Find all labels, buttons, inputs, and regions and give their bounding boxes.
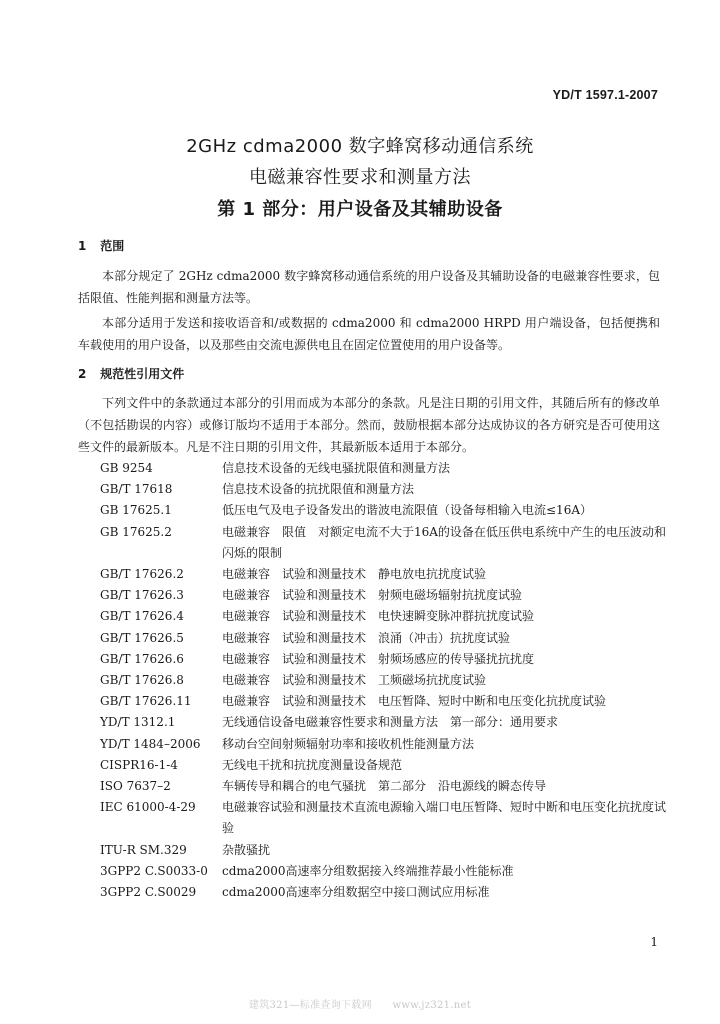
- reference-code: ISO 7637–2: [100, 779, 171, 794]
- reference-item: [100, 522, 670, 564]
- reference-code: ITU-R SM.329: [100, 842, 187, 857]
- reference-item: [100, 458, 670, 479]
- reference-item: [100, 882, 670, 903]
- reference-item: [100, 691, 670, 712]
- reference-title: 电磁兼容 试验和测量技术 射频场感应的传导骚扰抗扰度: [222, 651, 535, 666]
- reference-item: [100, 734, 670, 755]
- reference-item: [100, 776, 670, 797]
- reference-title: 电磁兼容 试验和测量技术 电压暂降、短时中断和电压变化抗扰度试验: [222, 694, 607, 709]
- footer-watermark: 建筑321—标准查询下载网 www.jz321.net: [248, 1000, 472, 1011]
- reference-code: YD/T 1312.1: [100, 715, 176, 730]
- reference-code: CISPR16-1-4: [100, 757, 178, 772]
- section-1-heading: [78, 237, 124, 254]
- reference-code: 3GPP2 C.S0029: [100, 885, 197, 900]
- reference-code: GB/T 17626.2: [100, 567, 184, 582]
- reference-item: [100, 797, 670, 839]
- reference-item: [100, 670, 670, 691]
- reference-item: [100, 500, 670, 521]
- section-2-paragraph-1: 下列文件中的条款通过本部分的引用而成为本部分的条款。凡是注日期的引用文件，其随后所有的修改单（不包括勘误的内容）或修订版均不适用于本部分。然而，鼓励根据本部分达成协议的各方研究是否可使用这些文件的最新版本。凡是不注日期的引用文件，其最新版本适用于本部分。: [78, 396, 660, 454]
- reference-code: GB/T 17626.11: [100, 694, 192, 709]
- reference-title: 移动台空间射频辐射功率和接收机性能测量方法: [222, 736, 475, 751]
- reference-item: [100, 564, 670, 585]
- reference-title: 电磁兼容 试验和测量技术 静电放电抗扰度试验: [222, 567, 487, 582]
- reference-code: GB 17625.2: [100, 524, 172, 539]
- reference-title: 电磁兼容试验和测量技术直流电源输入端口电压暂降、短时中断和电压变化抗扰度试验: [222, 800, 667, 836]
- reference-code: GB/T 17626.8: [100, 673, 184, 688]
- reference-code: GB/T 17626.3: [100, 588, 184, 603]
- reference-code: GB/T 17626.4: [100, 609, 184, 624]
- reference-title: 杂散骚扰: [222, 842, 271, 857]
- section-1-paragraph-1: 本部分规定了 2GHz cdma2000 数字蜂窝移动通信系统的用户设备及其辅助设备的电磁兼容性要求，包括限值、性能判据和测量方法等。: [78, 269, 660, 305]
- reference-title: 电磁兼容 试验和测量技术 工频磁场抗扰度试验: [222, 673, 487, 688]
- reference-item: [100, 606, 670, 627]
- title-line-1: 2GHz cdma2000 数字蜂窝移动通信系统: [186, 136, 534, 157]
- reference-title: 低压电气及电子设备发出的谐波电流限值（设备每相输入电流≤16A）: [222, 503, 592, 518]
- reference-item: [100, 479, 670, 500]
- reference-title: cdma2000高速率分组数据空中接口测试应用标准: [222, 885, 490, 900]
- reference-code: GB/T 17618: [100, 482, 173, 497]
- reference-item: [100, 840, 670, 861]
- reference-code: IEC 61000-4-29: [100, 800, 196, 815]
- reference-code: GB/T 17626.5: [100, 630, 184, 645]
- section-1-number: 1: [78, 239, 87, 253]
- reference-title: cdma2000高速率分组数据接入终端推荐最小性能标准: [222, 863, 514, 878]
- reference-code: GB 9254: [100, 461, 153, 475]
- reference-item: [100, 649, 670, 670]
- reference-item: [100, 585, 670, 606]
- reference-list: [100, 458, 670, 903]
- reference-code: YD/T 1484–2006: [100, 736, 201, 751]
- reference-code: GB 17625.1: [100, 503, 172, 518]
- reference-title: 无线通信设备电磁兼容性要求和测量方法 第一部分：通用要求: [222, 715, 559, 730]
- reference-title: 信息技术设备的无线电骚扰限值和测量方法: [222, 461, 451, 475]
- page-number: 1: [650, 935, 658, 949]
- reference-item: [100, 628, 670, 649]
- title-line-2: 电磁兼容性要求和测量方法: [249, 167, 471, 188]
- reference-item: [100, 755, 670, 776]
- reference-title: 电磁兼容 试验和测量技术 射频电磁场辐射抗扰度试验: [222, 588, 523, 603]
- section-2-number: 2: [78, 367, 87, 381]
- standard-code: YD/T 1597.1-2007: [552, 88, 658, 102]
- section-2-heading: [78, 365, 184, 382]
- reference-code: GB/T 17626.6: [100, 651, 184, 666]
- reference-title: 电磁兼容 限值 对额定电流不大于16A的设备在低压供电系统中产生的电压波动和闪烁的限制: [222, 524, 666, 560]
- reference-item: [100, 712, 670, 733]
- reference-code: 3GPP2 C.S0033-0: [100, 863, 208, 878]
- reference-title: 信息技术设备的抗扰限值和测量方法: [222, 482, 415, 497]
- section-1-paragraph-2: 本部分适用于发送和接收语音和/或数据的 cdma2000 和 cdma2000 HRPD 用户端设备，包括便携和车载使用的用户设备，以及那些由交流电源供电且在固定位置使用的用户设备等。: [78, 316, 660, 352]
- reference-title: 无线电干扰和抗扰度测量设备规范: [222, 757, 403, 772]
- reference-item: [100, 861, 670, 882]
- reference-title: 电磁兼容 试验和测量技术 电快速瞬变脉冲群抗扰度试验: [222, 609, 535, 624]
- section-1-title: 范围: [100, 239, 125, 253]
- title-line-3: 第 1 部分：用户设备及其辅助设备: [217, 199, 503, 220]
- reference-title: 电磁兼容 试验和测量技术 浪涌（冲击）抗扰度试验: [222, 630, 511, 645]
- reference-title: 车辆传导和耦合的电气骚扰 第二部分 沿电源线的瞬态传导: [222, 779, 547, 794]
- section-2-title: 规范性引用文件: [100, 367, 185, 381]
